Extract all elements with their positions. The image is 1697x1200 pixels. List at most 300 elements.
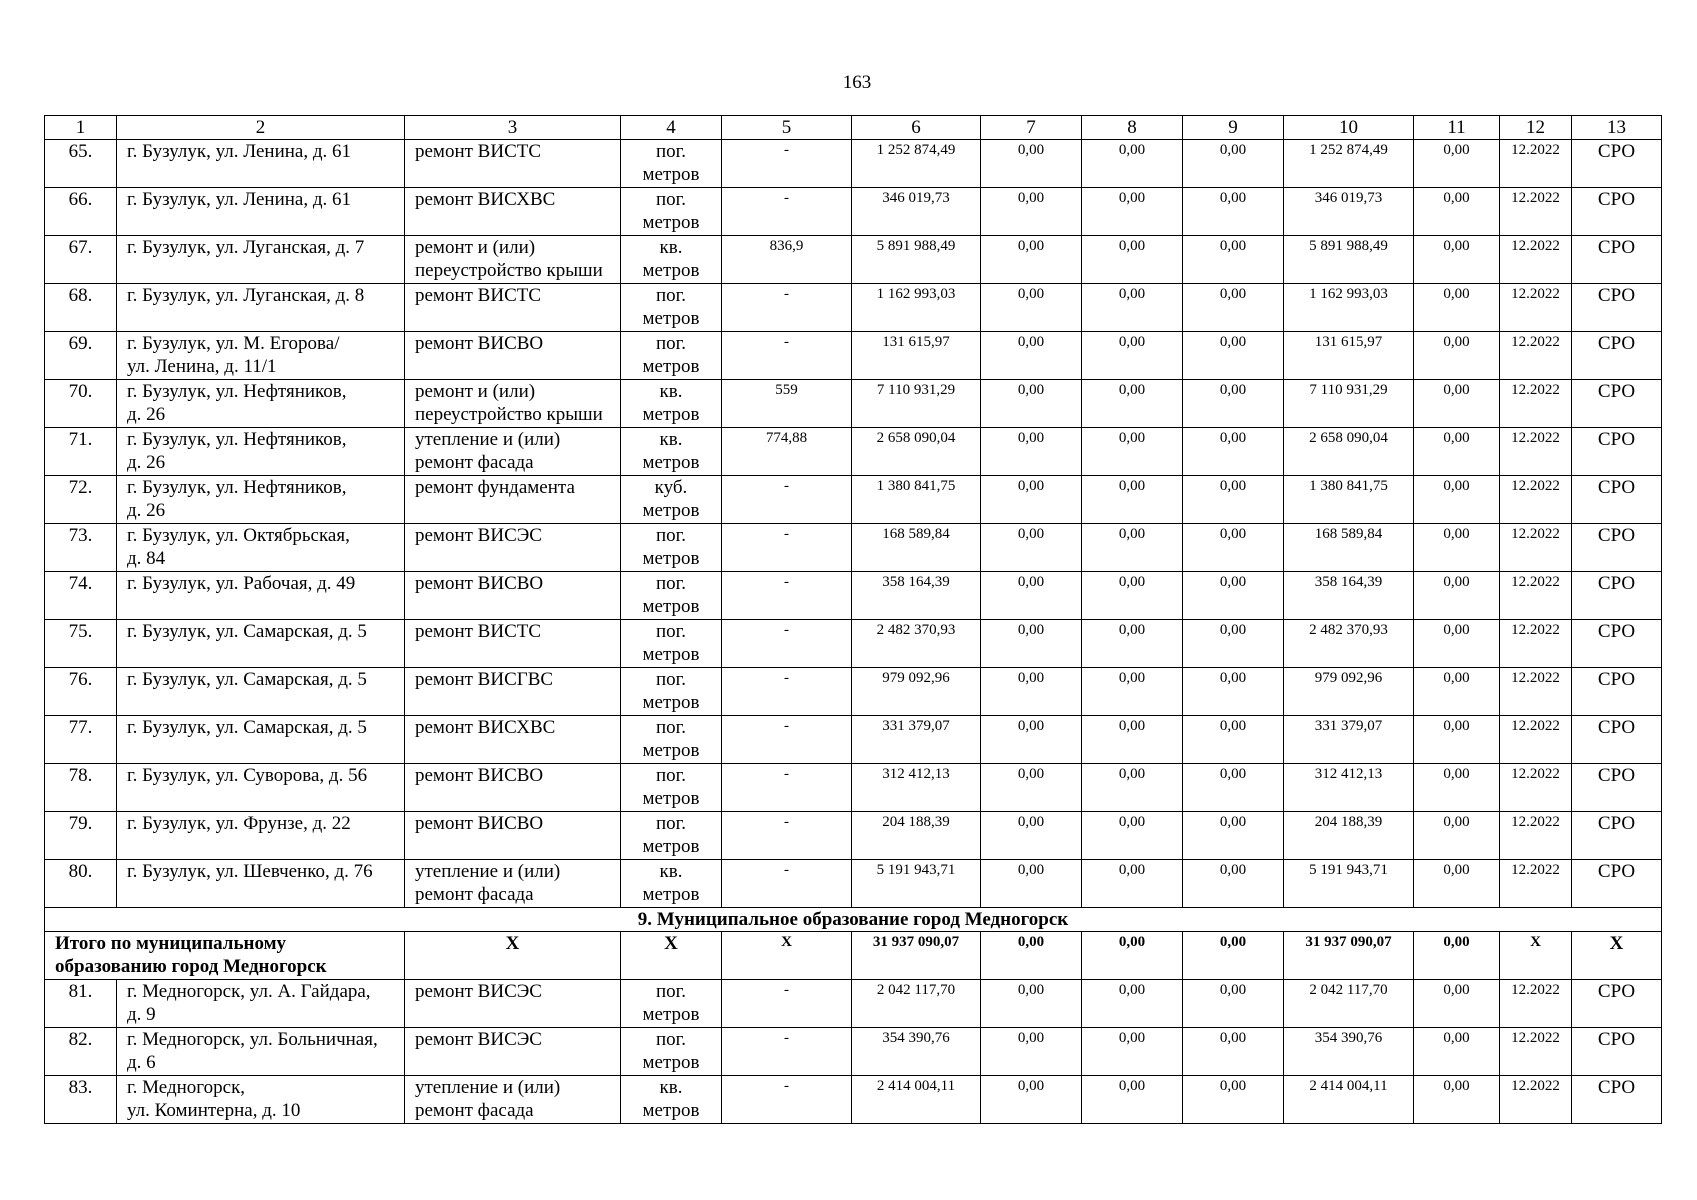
local-budget-cell: 0,00 [1183,668,1284,716]
table-row [45,980,1662,1028]
other-funds-cell: 0,00 [1414,764,1500,812]
header-cell: 10 [1284,116,1414,140]
budget-cell: 0,00 [1082,860,1183,908]
unit-cell-line-1: пог. [655,621,687,642]
other-funds-cell: 0,00 [1414,188,1500,236]
address-cell-line-1: г. Бузулук, ул. Луганская, д. 8 [127,285,365,306]
fund-cell: 0,00 [981,716,1082,764]
address-cell [117,716,405,764]
method-cell: СРО [1572,380,1662,428]
deadline-cell: 12.2022 [1500,764,1572,812]
table-row [45,764,1662,812]
unit-cell [621,620,722,668]
address-cell-line-1: г. Бузулук, ул. Луганская, д. 7 [127,237,365,258]
method-cell: СРО [1572,1028,1662,1076]
unit-cell [621,284,722,332]
fund-cell: 0,00 [981,332,1082,380]
fund-cell: 0,00 [981,572,1082,620]
table-row [45,140,1662,188]
table-row [45,668,1662,716]
address-cell-line-1: г. Бузулук, ул. Рабочая, д. 49 [127,573,356,594]
unit-cell-line-1: пог. [655,813,687,834]
address-cell [117,812,405,860]
budget-cell: 0,00 [1082,620,1183,668]
total-cost-cell: 2 658 090,04 [852,428,981,476]
other-funds-cell: 0,00 [1414,428,1500,476]
unit-cell-line-1: пог. [655,765,687,786]
work-type-cell-line-1: утепление и (или) [415,861,561,882]
address-cell-line-2: д. 26 [127,452,166,473]
unit-cell-line-1: пог. [655,1029,687,1050]
local-budget-cell: 0,00 [1183,284,1284,332]
page-number: 163 [842,72,872,93]
total-cost-cell: 204 188,39 [852,812,981,860]
other-funds-cell: 0,00 [1414,620,1500,668]
address-cell-line-1: г. Бузулук, ул. Нефтяников, [127,381,347,402]
work-type-cell-line-1: ремонт и (или) [415,381,536,402]
total-col5: Х [722,932,852,980]
work-type-cell [405,668,621,716]
fund-cell: 0,00 [981,620,1082,668]
total-cost-cell: 1 252 874,49 [852,140,981,188]
unit-cell [621,980,722,1028]
address-cell-line-1: г. Бузулук, ул. Нефтяников, [127,477,347,498]
unit-cell [621,524,722,572]
work-type-cell-line-1: утепление и (или) [415,429,561,450]
address-cell-line-1: г. Медногорск, ул. А. Гайдара, [127,981,371,1002]
deadline-cell: 12.2022 [1500,284,1572,332]
total-col13: Х [1572,932,1662,980]
total-cost-cell: 1 162 993,03 [852,284,981,332]
address-cell [117,524,405,572]
unit-cell-line-1: пог. [655,525,687,546]
local-budget-cell: 0,00 [1183,236,1284,284]
owner-funds-cell: 131 615,97 [1284,332,1414,380]
column-number-row [45,116,1662,140]
unit-cell-line-2: метров [642,788,700,809]
work-type-cell [405,980,621,1028]
budget-cell: 0,00 [1082,284,1183,332]
method-cell: СРО [1572,236,1662,284]
budget-cell: 0,00 [1082,764,1183,812]
unit-cell [621,332,722,380]
repair-program-table [44,115,1662,1124]
table-row [45,860,1662,908]
header-cell: 11 [1414,116,1500,140]
address-cell [117,860,405,908]
deadline-cell: 12.2022 [1500,980,1572,1028]
address-cell-line-2: ул. Ленина, д. 11/1 [127,356,277,377]
budget-cell: 0,00 [1082,476,1183,524]
area-cell: - [722,188,852,236]
owner-funds-cell: 331 379,07 [1284,716,1414,764]
work-type-cell [405,140,621,188]
deadline-cell: 12.2022 [1500,716,1572,764]
work-type-cell [405,428,621,476]
work-type-cell-line-2: переустройство крыши [415,260,603,281]
method-cell: СРО [1572,716,1662,764]
other-funds-cell: 0,00 [1414,236,1500,284]
header-cell: 12 [1500,116,1572,140]
work-type-cell-line-1: ремонт и (или) [415,237,536,258]
total-cost-cell: 5 191 943,71 [852,860,981,908]
header-cell: 13 [1572,116,1662,140]
work-type-cell-line-1: ремонт ВИСВО [415,573,544,594]
other-funds-cell: 0,00 [1414,668,1500,716]
unit-cell [621,668,722,716]
address-cell [117,476,405,524]
area-cell: - [722,668,852,716]
local-budget-cell: 0,00 [1183,860,1284,908]
address-cell [117,980,405,1028]
address-cell [117,1028,405,1076]
unit-cell-line-2: метров [642,596,700,617]
address-cell-line-1: г. Бузулук, ул. М. Егорова/ [127,333,340,354]
row-number: 83. [45,1076,117,1124]
fund-cell: 0,00 [981,380,1082,428]
deadline-cell: 12.2022 [1500,668,1572,716]
table-row [45,380,1662,428]
unit-cell-line-2: метров [642,740,700,761]
address-cell-line-1: г. Бузулук, ул. Ленина, д. 61 [127,141,352,162]
address-cell [117,236,405,284]
method-cell: СРО [1572,980,1662,1028]
method-cell: СРО [1572,572,1662,620]
unit-cell-line-2: метров [642,500,700,521]
total-label-line-2: образованию город Медногорск [55,956,327,977]
other-funds-cell: 0,00 [1414,1028,1500,1076]
header-cell: 1 [45,116,117,140]
work-type-cell [405,524,621,572]
method-cell: СРО [1572,428,1662,476]
deadline-cell: 12.2022 [1500,380,1572,428]
budget-cell: 0,00 [1082,668,1183,716]
local-budget-cell: 0,00 [1183,188,1284,236]
work-type-cell-line-1: ремонт ВИСВО [415,813,544,834]
header-cell: 7 [981,116,1082,140]
address-cell [117,620,405,668]
owner-funds-cell: 2 042 117,70 [1284,980,1414,1028]
address-cell-line-1: г. Бузулук, ул. Фрунзе, д. 22 [127,813,351,834]
owner-funds-cell: 979 092,96 [1284,668,1414,716]
row-number: 81. [45,980,117,1028]
work-type-cell-line-1: ремонт ВИСЭС [415,1029,542,1050]
unit-cell-line-1: куб. [654,477,688,498]
unit-cell-line-2: метров [642,1004,700,1025]
total-cost: 31 937 090,07 [852,932,981,980]
address-cell-line-1: г. Бузулук, ул. Шевченко, д. 76 [127,861,373,882]
address-cell-line-1: г. Медногорск, ул. Больничная, [127,1029,378,1050]
work-type-cell [405,332,621,380]
other-funds-cell: 0,00 [1414,716,1500,764]
area-cell: - [722,764,852,812]
area-cell: - [722,980,852,1028]
fund-cell: 0,00 [981,140,1082,188]
work-type-cell [405,476,621,524]
work-type-cell-line-1: ремонт ВИСЭС [415,981,542,1002]
address-cell [117,332,405,380]
owner-funds-cell: 5 891 988,49 [1284,236,1414,284]
other-funds-cell: 0,00 [1414,1076,1500,1124]
table-row [45,428,1662,476]
local-budget-cell: 0,00 [1183,812,1284,860]
header-cell: 8 [1082,116,1183,140]
total-col12: Х [1500,932,1572,980]
address-cell [117,188,405,236]
address-cell [117,140,405,188]
method-cell: СРО [1572,668,1662,716]
row-number: 73. [45,524,117,572]
budget-cell: 0,00 [1082,188,1183,236]
method-cell: СРО [1572,812,1662,860]
unit-cell-line-1: кв. [659,1077,683,1098]
row-number: 78. [45,764,117,812]
method-cell: СРО [1572,332,1662,380]
area-cell: 559 [722,380,852,428]
fund-cell: 0,00 [981,236,1082,284]
unit-cell [621,860,722,908]
area-cell: - [722,524,852,572]
unit-cell-line-1: пог. [655,717,687,738]
deadline-cell: 12.2022 [1500,476,1572,524]
table-row [45,236,1662,284]
total-col4: Х [621,932,722,980]
unit-cell-line-2: метров [642,212,700,233]
address-cell [117,572,405,620]
owner-funds-cell: 5 191 943,71 [1284,860,1414,908]
address-cell-line-1: г. Медногорск, [127,1077,246,1098]
owner-funds-cell: 2 414 004,11 [1284,1076,1414,1124]
address-cell-line-2: д. 84 [127,548,166,569]
deadline-cell: 12.2022 [1500,572,1572,620]
budget-cell: 0,00 [1082,980,1183,1028]
total-col3: Х [405,932,621,980]
row-number: 82. [45,1028,117,1076]
header-cell: 2 [117,116,405,140]
method-cell: СРО [1572,524,1662,572]
total-cost-cell: 131 615,97 [852,332,981,380]
address-cell [117,380,405,428]
fund-cell: 0,00 [981,1028,1082,1076]
other-funds-cell: 0,00 [1414,140,1500,188]
fund-cell: 0,00 [981,812,1082,860]
unit-cell-line-1: пог. [655,141,687,162]
unit-cell-line-1: пог. [655,981,687,1002]
total-col9: 0,00 [1183,932,1284,980]
budget-cell: 0,00 [1082,572,1183,620]
deadline-cell: 12.2022 [1500,140,1572,188]
area-cell: - [722,332,852,380]
unit-cell-line-1: пог. [655,189,687,210]
unit-cell-line-1: пог. [655,669,687,690]
unit-cell-line-1: кв. [659,381,683,402]
fund-cell: 0,00 [981,524,1082,572]
total-label [45,932,405,980]
area-cell: 774,88 [722,428,852,476]
deadline-cell: 12.2022 [1500,1076,1572,1124]
row-number: 74. [45,572,117,620]
owner-funds-cell: 2 658 090,04 [1284,428,1414,476]
total-cost-cell: 358 164,39 [852,572,981,620]
area-cell: - [722,476,852,524]
row-number: 77. [45,716,117,764]
fund-cell: 0,00 [981,188,1082,236]
area-cell: 836,9 [722,236,852,284]
address-cell-line-1: г. Бузулук, ул. Ленина, д. 61 [127,189,352,210]
deadline-cell: 12.2022 [1500,428,1572,476]
method-cell: СРО [1572,476,1662,524]
unit-cell-line-2: метров [642,164,700,185]
work-type-cell [405,764,621,812]
address-cell-line-2: д. 26 [127,500,166,521]
deadline-cell: 12.2022 [1500,188,1572,236]
budget-cell: 0,00 [1082,380,1183,428]
table-row [45,1076,1662,1124]
local-budget-cell: 0,00 [1183,980,1284,1028]
owner-funds-cell: 2 482 370,93 [1284,620,1414,668]
address-cell-line-1: г. Бузулук, ул. Самарская, д. 5 [127,621,367,642]
budget-cell: 0,00 [1082,812,1183,860]
row-number: 72. [45,476,117,524]
total-cost-cell: 2 042 117,70 [852,980,981,1028]
table-row [45,476,1662,524]
address-cell-line-2: ул. Коминтерна, д. 10 [127,1100,301,1121]
unit-cell-line-2: метров [642,260,700,281]
owner-funds-cell: 168 589,84 [1284,524,1414,572]
other-funds-cell: 0,00 [1414,524,1500,572]
work-type-cell [405,1076,621,1124]
work-type-cell-line-1: ремонт ВИСВО [415,765,544,786]
total-col11: 0,00 [1414,932,1500,980]
budget-cell: 0,00 [1082,332,1183,380]
local-budget-cell: 0,00 [1183,476,1284,524]
unit-cell [621,764,722,812]
other-funds-cell: 0,00 [1414,476,1500,524]
owner-funds-cell: 7 110 931,29 [1284,380,1414,428]
owner-funds-cell: 1 380 841,75 [1284,476,1414,524]
work-type-cell-line-1: ремонт ВИСВО [415,333,544,354]
table-row [45,572,1662,620]
work-type-cell-line-2: ремонт фасада [415,452,534,473]
address-cell [117,1076,405,1124]
table-row [45,716,1662,764]
unit-cell-line-2: метров [642,404,700,425]
row-number: 75. [45,620,117,668]
budget-cell: 0,00 [1082,236,1183,284]
work-type-cell [405,1028,621,1076]
section-title: 9. Муниципальное образование город Медногорск [45,908,1662,932]
total-col10: 31 937 090,07 [1284,932,1414,980]
work-type-cell [405,860,621,908]
table-row [45,332,1662,380]
area-cell: - [722,716,852,764]
table-row [45,1028,1662,1076]
unit-cell-line-1: кв. [659,429,683,450]
unit-cell [621,716,722,764]
unit-cell [621,380,722,428]
total-row [45,932,1662,980]
work-type-cell-line-1: ремонт ВИСТС [415,621,542,642]
unit-cell-line-1: кв. [659,237,683,258]
total-cost-cell: 979 092,96 [852,668,981,716]
local-budget-cell: 0,00 [1183,764,1284,812]
unit-cell [621,140,722,188]
total-cost-cell: 168 589,84 [852,524,981,572]
area-cell: - [722,620,852,668]
owner-funds-cell: 312 412,13 [1284,764,1414,812]
unit-cell-line-1: пог. [655,333,687,354]
other-funds-cell: 0,00 [1414,980,1500,1028]
work-type-cell [405,236,621,284]
work-type-cell [405,380,621,428]
unit-cell [621,428,722,476]
budget-cell: 0,00 [1082,716,1183,764]
budget-cell: 0,00 [1082,140,1183,188]
total-cost-cell: 7 110 931,29 [852,380,981,428]
address-cell [117,284,405,332]
total-col7: 0,00 [981,932,1082,980]
owner-funds-cell: 358 164,39 [1284,572,1414,620]
table-row [45,812,1662,860]
other-funds-cell: 0,00 [1414,380,1500,428]
method-cell: СРО [1572,860,1662,908]
work-type-cell-line-1: ремонт ВИСХВС [415,189,556,210]
deadline-cell: 12.2022 [1500,332,1572,380]
local-budget-cell: 0,00 [1183,716,1284,764]
unit-cell-line-2: метров [642,1100,700,1121]
address-cell-line-1: г. Бузулук, ул. Октябрьская, [127,525,350,546]
table-row [45,284,1662,332]
deadline-cell: 12.2022 [1500,860,1572,908]
work-type-cell-line-1: ремонт ВИСХВС [415,717,556,738]
deadline-cell: 12.2022 [1500,236,1572,284]
unit-cell [621,476,722,524]
fund-cell: 0,00 [981,1076,1082,1124]
fund-cell: 0,00 [981,284,1082,332]
row-number: 80. [45,860,117,908]
work-type-cell-line-1: ремонт ВИСТС [415,285,542,306]
unit-cell [621,1076,722,1124]
address-cell [117,668,405,716]
local-budget-cell: 0,00 [1183,380,1284,428]
fund-cell: 0,00 [981,980,1082,1028]
deadline-cell: 12.2022 [1500,812,1572,860]
unit-cell [621,1028,722,1076]
unit-cell-line-2: метров [642,836,700,857]
unit-cell-line-2: метров [642,644,700,665]
method-cell: СРО [1572,188,1662,236]
total-cost-cell: 312 412,13 [852,764,981,812]
owner-funds-cell: 354 390,76 [1284,1028,1414,1076]
other-funds-cell: 0,00 [1414,284,1500,332]
method-cell: СРО [1572,620,1662,668]
header-cell: 9 [1183,116,1284,140]
area-cell: - [722,860,852,908]
work-type-cell [405,188,621,236]
header-cell: 5 [722,116,852,140]
area-cell: - [722,572,852,620]
address-cell-line-1: г. Бузулук, ул. Суворова, д. 56 [127,765,368,786]
work-type-cell-line-1: ремонт фундамента [415,477,575,498]
work-type-cell [405,572,621,620]
unit-cell-line-2: метров [642,356,700,377]
work-type-cell-line-1: ремонт ВИСТС [415,141,542,162]
header-cell: 6 [852,116,981,140]
address-cell-line-1: г. Бузулук, ул. Самарская, д. 5 [127,717,367,738]
fund-cell: 0,00 [981,764,1082,812]
work-type-cell-line-2: переустройство крыши [415,404,603,425]
total-col8: 0,00 [1082,932,1183,980]
